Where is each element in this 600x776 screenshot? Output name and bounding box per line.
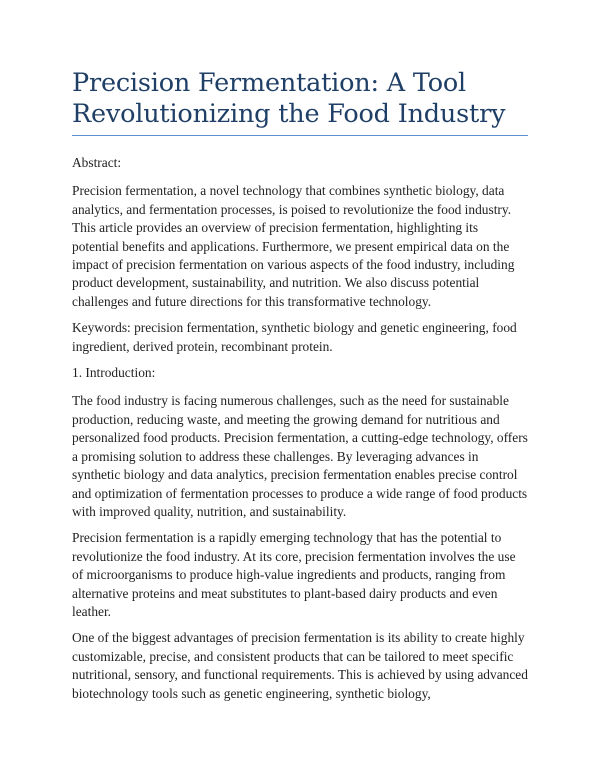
intro-paragraph-3: One of the biggest advantages of precision fermentation is its ability to create highly customizable, precise, and consistent products that can be tailored to meet specific nutritional, sensory, and functional requirements. This is achieved by using advanced biotechnology tools such as genetic engineering, synthetic biology, [72,630,528,701]
abstract-paragraph: Precision fermentation, a novel technology that combines synthetic biology, data analytics, and fermentation processes, is poised to revolutionize the food industry. This article provides an overview of precision fermentation, highlighting its potential benefits and applications. Furthermore, we present empirical data on the impact of precision fermentation on various aspects of the food industry, including product development, sustainability, and nutrition. We also discuss potential challenges and future directions for this transformative technology. [72,183,515,309]
abstract-label: Abstract: [72,155,122,170]
keywords-paragraph: Keywords: precision fermentation, synthetic biology and genetic engineering, food ingredient, derived protein, recombinant protein. [72,320,517,354]
section-heading-introduction: 1. Introduction: [72,365,156,381]
title-line-1: Precision Fermentation: A Tool [72,68,467,98]
title-line-2: Revolutionizing the Food Industry [72,99,506,129]
intro-paragraph-1: The food industry is facing numerous challenges, such as the need for sustainable production, reducing waste, and meeting the growing demand for nutritious and personalized food products. Precision fermentation, a cutting-edge technology, offers a promising solution to address these challenges. By leveraging advances in synthetic biology and data analytics, precision fermentation enables precise control and optimization of fermentation processes to produce a wide range of food products with improved quality, nutrition, and sustainability. [72,393,528,519]
intro-paragraph-2: Precision fermentation is a rapidly emerging technology that has the potential to revolutionize the food industry. At its core, precision fermentation involves the use of microorganisms to produce high-value ingredients and products, ranging from alternative proteins and meat substitutes to plant-based dairy products and even leather. [72,530,516,619]
document-title [72,68,528,130]
title-underline [72,135,528,136]
